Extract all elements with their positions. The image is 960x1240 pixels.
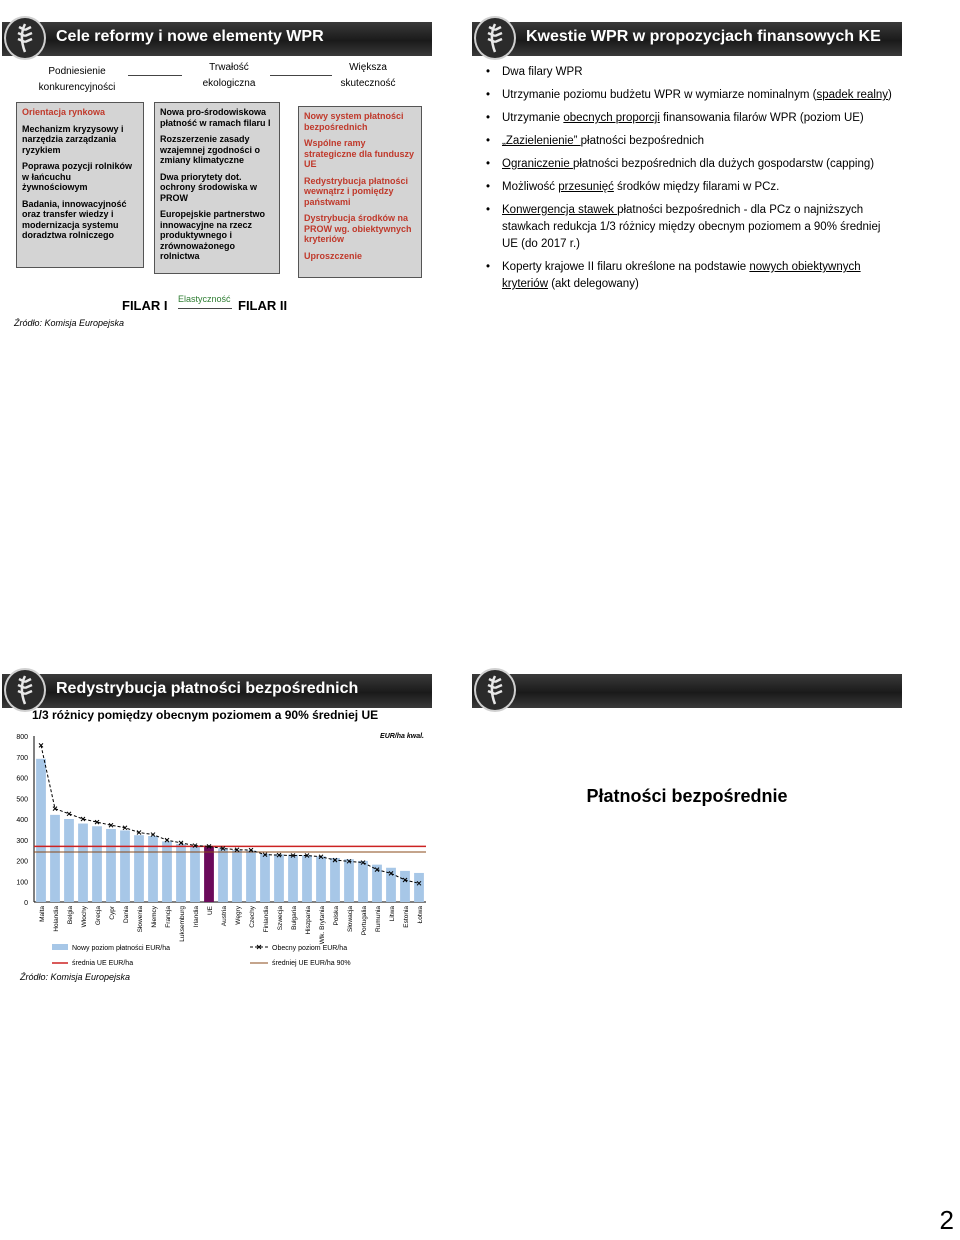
x-tick-label: Dania [123, 906, 130, 923]
x-tick-label: Estonia [403, 906, 410, 928]
bar [50, 815, 60, 902]
source-note: Źródło: Komisja Europejska [20, 972, 131, 982]
legend-label: Nowy poziom płatności EUR/ha [72, 945, 171, 952]
box1-item: Mechanizm kryzysowy i narzędzia zarządzania ryzykiem [22, 123, 124, 155]
bar [414, 873, 424, 902]
y-tick-label: 300 [16, 837, 28, 845]
box-effectiveness [298, 106, 422, 278]
x-tick-label: Słowacja [347, 906, 354, 933]
x-tick-label: Grecja [95, 906, 102, 926]
slide-title: Redystrybucja płatności bezpośrednich [56, 680, 359, 697]
y-tick-label: 200 [16, 858, 28, 866]
slide-cele-reformy [2, 8, 432, 330]
box3-item: Dystrybucja środków na PROW wg. obiektywnych kryteriów [304, 213, 412, 244]
bar [162, 841, 172, 902]
bullet-item: • „Zazielenienie” płatności bezpośrednich [484, 133, 894, 150]
wheat-logo-icon [474, 668, 516, 712]
box3-item: Wspólne ramy strategiczne dla funduszy UE [304, 138, 415, 169]
y-tick-label: 800 [16, 734, 28, 741]
x-tick-label: Bułgaria [291, 906, 298, 930]
bar [246, 851, 256, 902]
box2-item: Rozszerzenie zasady wzajemnej zgodności o zmiany klimatyczne [160, 134, 261, 165]
underlined-text: Konwergencja stawek [502, 204, 618, 216]
bar [204, 846, 214, 902]
box-ecology [154, 102, 280, 274]
box1-item: Poprawa pozycji rolników w łańcuchu żywnościowym [22, 161, 133, 192]
bar [78, 824, 88, 902]
bar [358, 861, 368, 902]
bullet-item: • Konwergencja stawek płatności bezpośrednich - dla PCz o najniższych stawkach redukcja 1/3 różnicy między obecnym poziomem a 90% średniej UE (do 2017 r.) [484, 202, 894, 253]
x-tick-label: Cypr [109, 906, 116, 920]
bar [106, 829, 116, 902]
pillar-1-label: FILAR I [122, 298, 168, 313]
slide-redystrybucja [2, 660, 432, 990]
slide-platnosci [472, 660, 902, 980]
box3-item: Redystrybucja płatności wewnątrz i pomiędzy państwami [304, 175, 409, 207]
bullet-item: • Utrzymanie obecnych proporcji finansowania filarów WPR (poziom UE) [484, 110, 894, 127]
box1-item: Badania, innowacyjność oraz transfer wiedzy i modernizacja systemu doradztwa rolniczego [22, 198, 127, 240]
bullet-item: • Koperty krajowe II filaru określone na podstawie nowych obiektywnych kryteriów (akt delegowany) [484, 259, 894, 293]
bar [134, 835, 144, 902]
slide-banner [472, 660, 902, 712]
bar [274, 854, 284, 902]
x-tick-label: Hiszpania [305, 906, 312, 935]
legend-label: Obecny poziom EUR/ha [272, 945, 348, 952]
x-tick-label: Francja [165, 906, 172, 928]
x-tick-label: Łotwa [417, 906, 424, 924]
x-tick-label: Irlandia [193, 906, 200, 928]
underlined-text: obecnych proporcji [563, 112, 660, 124]
box2-item: Dwa priorytety dot. ochrony środowiska w PROW [160, 171, 258, 203]
bar [302, 855, 312, 902]
x-tick-label: Belgia [67, 906, 74, 925]
underlined-text: spadek realny [816, 89, 889, 101]
x-tick-label: Węgry [235, 906, 242, 925]
x-tick-label: Litwa [389, 906, 396, 922]
x-tick-label: Portugalia [361, 906, 368, 936]
y-tick-label: 100 [16, 879, 28, 887]
x-tick-label: Holandia [53, 906, 60, 932]
box-competitiveness [16, 102, 144, 268]
underlined-text: Ograniczenie [502, 158, 573, 170]
x-tick-label: Włochy [81, 906, 88, 928]
page-number: 2 [939, 1205, 954, 1235]
bar [190, 846, 200, 902]
x-tick-label: Wlk. Brytania [319, 906, 326, 945]
bar [36, 759, 46, 902]
bar [64, 819, 74, 902]
y-tick-label: 600 [16, 775, 28, 783]
underlined-text: nowych obiektywnych kryteriów [502, 261, 861, 290]
box2-item: Europejskie partnerstwo innowacyjne na rzecz produktywnego i zrównoważonego rolnictwa [160, 209, 266, 261]
x-tick-label: Słowenia [137, 906, 144, 933]
bullet-item: • Ograniczenie płatności bezpośrednich dla dużych gospodarstw (capping) [484, 156, 894, 173]
x-tick-label: Austria [221, 906, 228, 927]
box1-item: Orientacja rynkowa [22, 107, 106, 117]
underlined-text: „Zazielenienie” [502, 135, 581, 147]
legend-swatch [52, 944, 68, 950]
underlined-text: przesunięć [558, 181, 614, 193]
bullet-list [484, 64, 894, 299]
bar [316, 856, 326, 902]
slide-banner [2, 8, 432, 60]
unit-label: EUR/ha kwal. [380, 733, 424, 740]
wheat-logo-icon [4, 668, 46, 712]
y-tick-label: 700 [16, 754, 28, 762]
x-tick-label: Luksemburg [179, 906, 186, 942]
arrow-flex [178, 308, 232, 309]
y-tick-label: 0 [24, 900, 28, 907]
slide-title: Kwestie WPR w propozycjach finansowych KE [526, 28, 881, 45]
box3-item: Nowy system płatności bezpośrednich [304, 111, 404, 132]
bullet-item: • Możliwość przesunięć środków między filarami w PCz. [484, 179, 894, 196]
y-tick-label: 500 [16, 796, 28, 804]
x-tick-label: Niemcy [151, 906, 158, 928]
x-tick-label: Polska [333, 906, 340, 926]
arrow-right [270, 75, 332, 76]
section-title: Płatności bezpośrednie [586, 786, 788, 806]
x-tick-label: Rumunia [375, 906, 382, 933]
bar [260, 854, 270, 902]
x-tick-label: UE [207, 906, 214, 916]
legend-label: średnia UE EUR/ha [72, 960, 134, 967]
source-note: Źródło: Komisja Europejska [14, 318, 125, 328]
bar [92, 826, 102, 902]
header-skutecznosc: Większa skuteczność [340, 62, 396, 89]
bar [288, 855, 298, 902]
header-konkurencyjnosc: Podniesienie konkurencyjności [38, 66, 116, 93]
chart-subtitle: 1/3 różnicy pomiędzy obecnym poziomem a 90% średniej UE [32, 708, 379, 722]
pillar-2-label: FILAR II [238, 298, 288, 313]
x-tick-label: Czechy [249, 906, 256, 928]
bar [330, 858, 340, 902]
wheat-logo-icon [474, 16, 516, 60]
banner-bar [472, 674, 902, 708]
bar [232, 850, 242, 902]
legend-label: średniej UE EUR/ha 90% [272, 960, 351, 967]
x-tick-label: Malta [39, 906, 46, 922]
bar [218, 848, 228, 902]
arrow-left [128, 75, 182, 76]
bullet-item: • Dwa filary WPR [484, 64, 894, 81]
slide-title: Cele reformy i nowe elementy WPR [56, 28, 324, 45]
flexibility-label: Elastyczność [178, 294, 231, 304]
header-ekologia: Trwałość ekologiczna [202, 62, 256, 89]
bullet-item: • Utrzymanie poziomu budżetu WPR w wymiarze nominalnym (spadek realny) [484, 87, 894, 104]
wheat-logo-icon [4, 16, 46, 60]
slide-kwestie-wpr [472, 8, 902, 318]
bar [176, 844, 186, 902]
redistribution-chart [2, 726, 432, 996]
slide-banner [472, 8, 902, 60]
x-tick-label: Finlandia [263, 906, 270, 933]
bar [120, 830, 130, 902]
bar [344, 859, 354, 902]
x-tick-label: Szwecja [277, 906, 284, 931]
slide-banner [2, 660, 432, 712]
box3-item: Uproszczenie [304, 250, 363, 261]
box2-item: Nowa pro-środowiskowa płatność w ramach filaru I [160, 107, 271, 128]
y-tick-label: 400 [16, 817, 28, 824]
bar [400, 871, 410, 902]
